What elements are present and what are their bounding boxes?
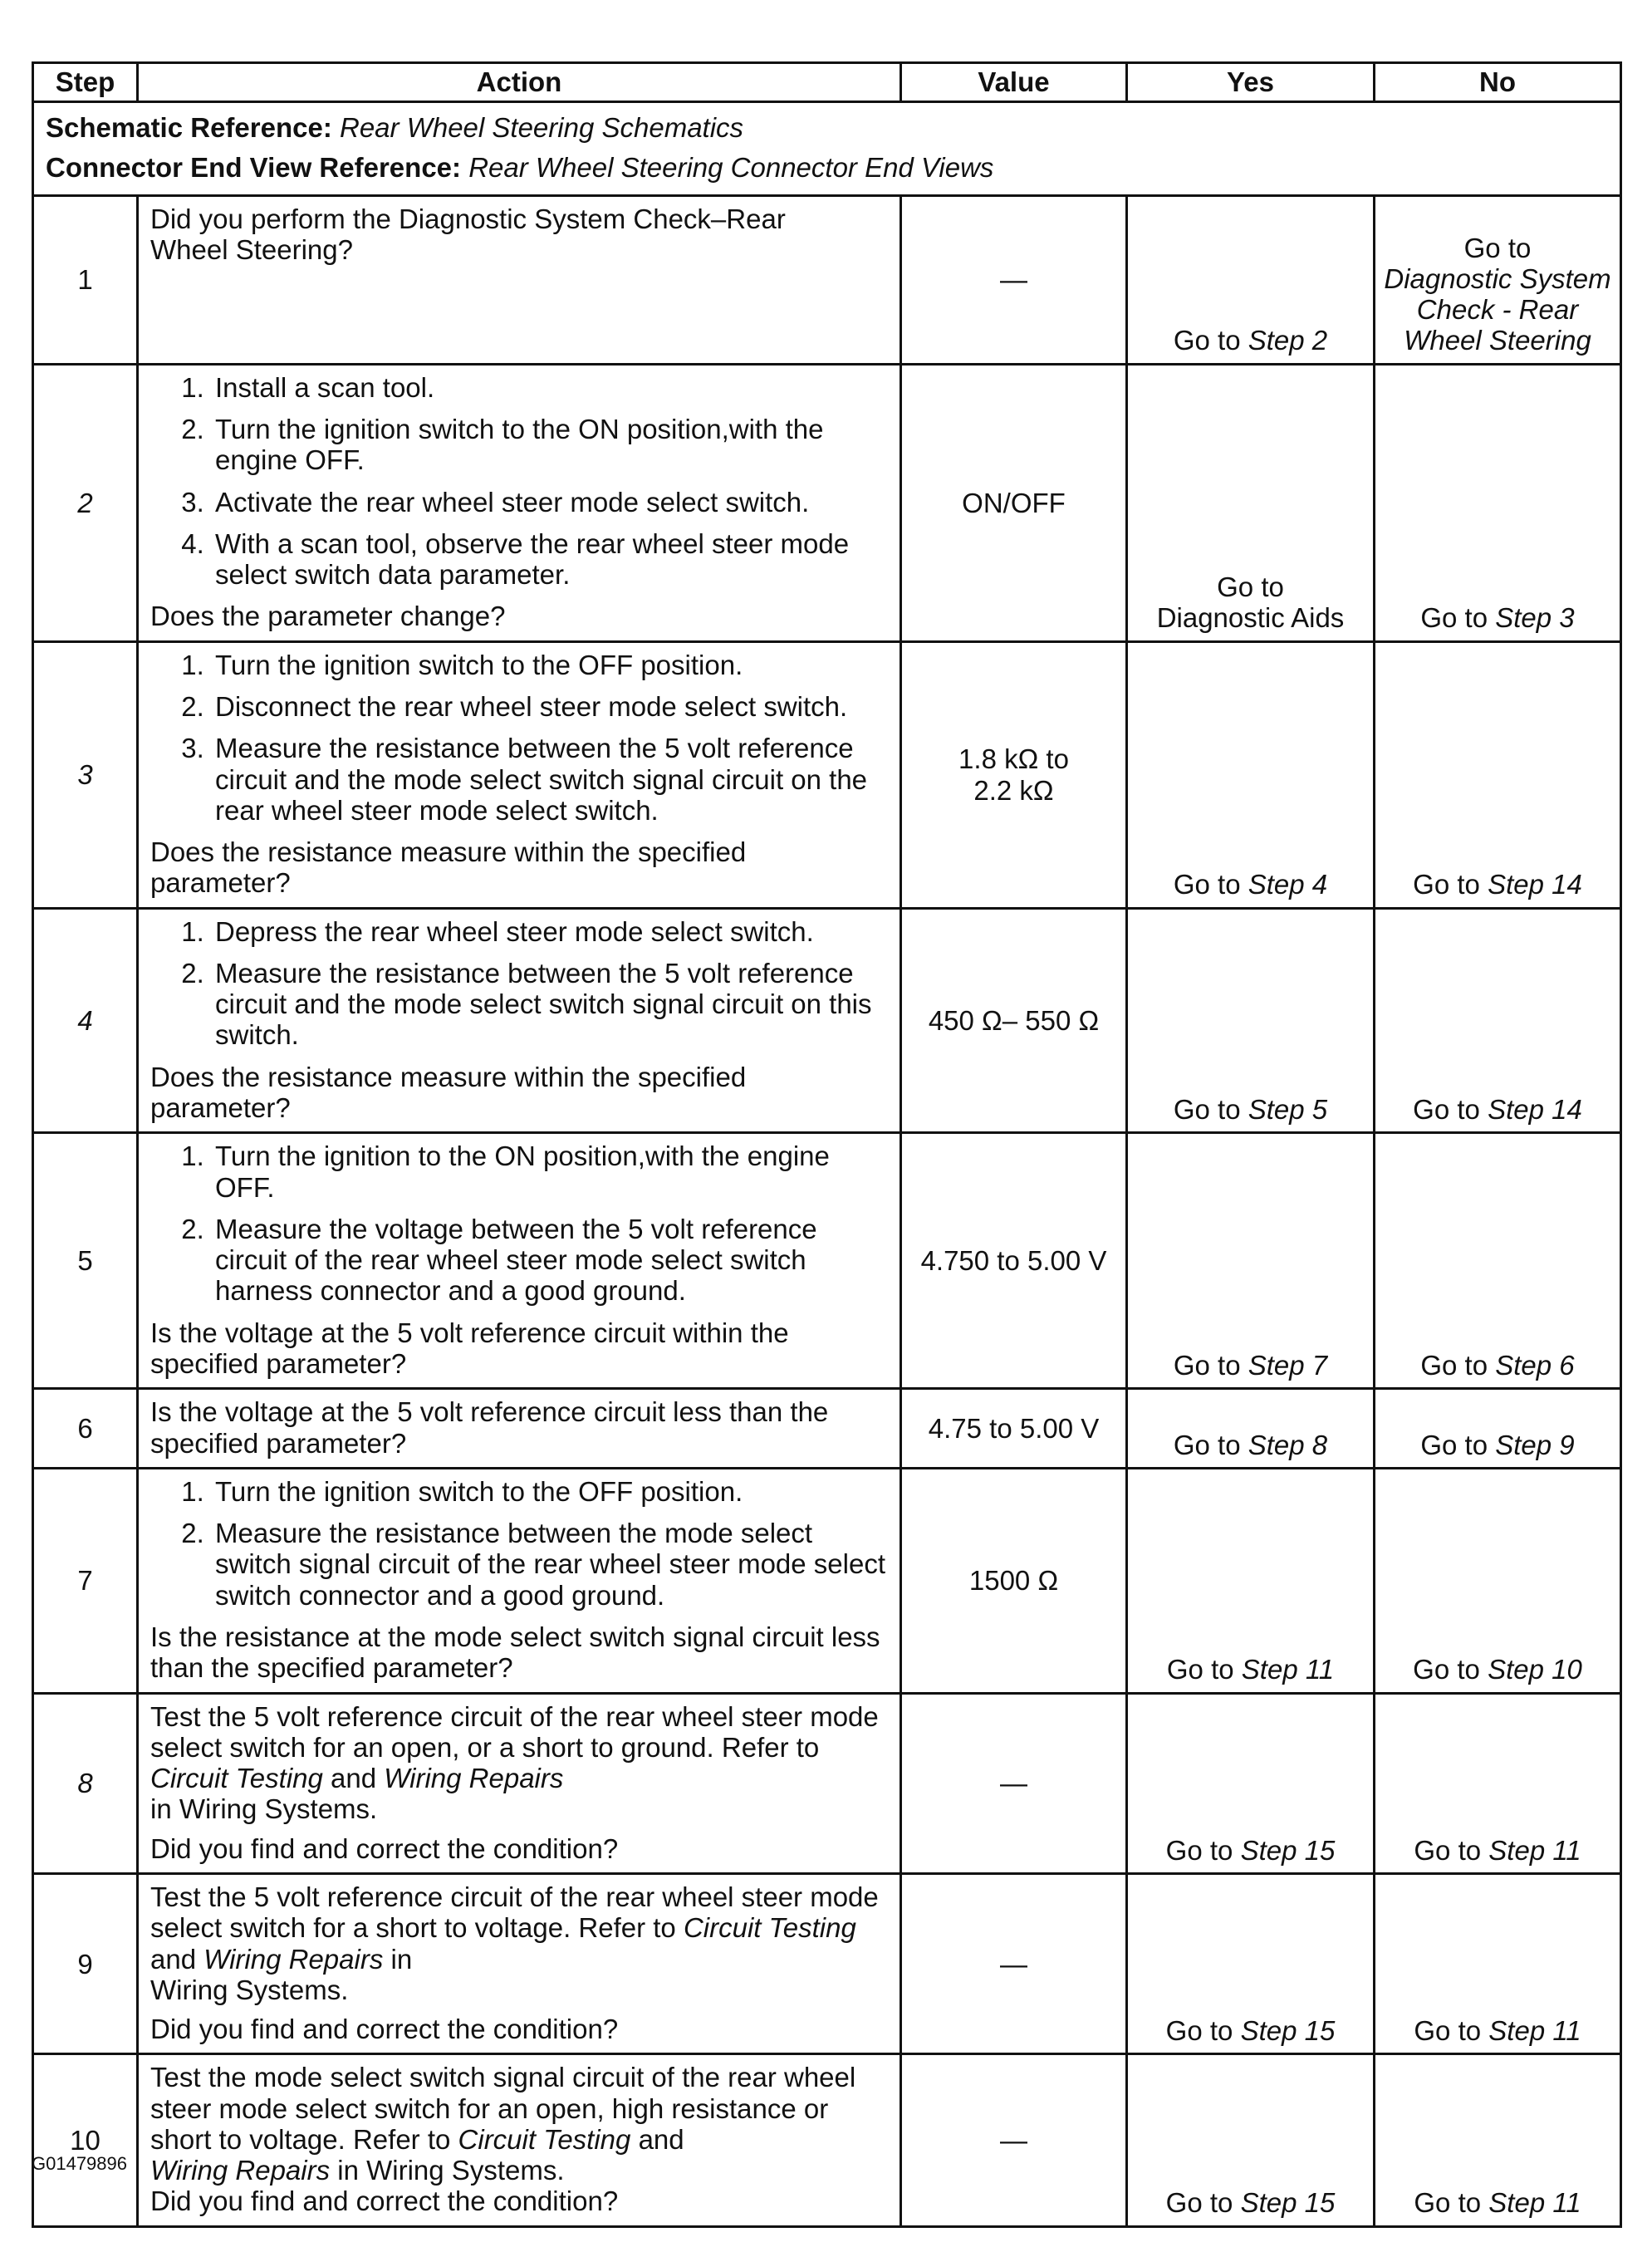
no-step-link[interactable]: Step 11 (1488, 1834, 1581, 1866)
wiring-repairs-link[interactable]: Wiring Repairs (384, 1763, 564, 1794)
yes-cell (1127, 908, 1375, 1133)
go-to-text: Go to (1173, 1350, 1241, 1381)
value-cell: 1500 Ω (901, 1468, 1127, 1693)
action-cell (138, 1468, 901, 1693)
go-to-text: Go to (1413, 1094, 1480, 1126)
go-to-text: Go to (1165, 2015, 1233, 2047)
action-steps-list (150, 650, 890, 826)
no-cell (1375, 641, 1621, 908)
list-item: 1. Depress the rear wheel steer mode select switch. (212, 916, 890, 947)
go-to-text: Go to (1173, 1429, 1241, 1460)
no-cell (1375, 1468, 1621, 1693)
action-text-lead: Test the 5 volt reference circuit of the rear wheel steer mode select switch for a short to voltage. Refer to (150, 1881, 879, 1944)
no-cell (1375, 1133, 1621, 1389)
list-item: 2. Turn the ignition switch to the ON position,with the engine OFF. (212, 414, 890, 476)
list-item: 1. Turn the ignition switch to the OFF position. (212, 650, 890, 680)
go-to-text: Go to (1413, 1654, 1480, 1685)
yes-cell (1127, 1468, 1375, 1693)
value-cell: 4.75 to 5.00 V (901, 1389, 1127, 1469)
list-item: 2. Disconnect the rear wheel steer mode select switch. (212, 691, 890, 722)
header-value: Value (901, 63, 1127, 102)
action-text (150, 1881, 890, 2005)
step-number: 4 (33, 908, 138, 1133)
yes-cell (1127, 2054, 1375, 2226)
action-question: Did you find and correct the condition? (150, 1832, 619, 1864)
action-steps-list (150, 1476, 890, 1611)
list-item: 1. Turn the ignition to the ON position,with the engine OFF. (212, 1141, 890, 1203)
and-text: and (150, 1943, 197, 1975)
table-row (33, 1468, 1621, 1693)
action-question: Does the parameter change? (150, 601, 506, 632)
header-step: Step (33, 63, 138, 102)
action-question: Is the voltage at the 5 volt reference circuit within the specified parameter? (150, 1317, 789, 1379)
action-question: Is the voltage at the 5 volt reference circuit less than the specified parameter? (150, 1396, 829, 1459)
no-step-link[interactable]: Step 9 (1495, 1429, 1575, 1460)
action-text-tail: in Wiring Systems. (150, 1793, 378, 1825)
action-text-tail: Wiring Systems. (150, 1974, 349, 2005)
circuit-testing-link[interactable]: Circuit Testing (150, 1763, 323, 1794)
yes-cell (1127, 1873, 1375, 2053)
reference-cell (33, 102, 1621, 196)
reference-row (33, 102, 1621, 196)
go-to-text: Go to (1414, 2015, 1482, 2047)
yes-step-link[interactable]: Step 4 (1248, 869, 1328, 900)
schematic-reference (46, 108, 1610, 148)
action-steps-list (150, 1141, 890, 1306)
yes-step-link[interactable]: Step 15 (1240, 1834, 1336, 1866)
yes-step-link[interactable]: Step 11 (1241, 1654, 1335, 1685)
yes-cell (1127, 1389, 1375, 1469)
action-line: Wheel Steering? (150, 233, 353, 265)
yes-cell (1127, 1133, 1375, 1389)
value-cell: — (901, 2054, 1127, 2226)
action-question: Is the resistance at the mode select switch signal circuit less than the specified parameter? (150, 1621, 880, 1684)
table-row (33, 2054, 1621, 2226)
action-cell (138, 1389, 901, 1469)
table-row (33, 364, 1621, 641)
circuit-testing-link[interactable]: Circuit Testing (458, 2123, 631, 2155)
no-step-link[interactable]: Step 14 (1488, 1094, 1582, 1126)
value-line: 2.2 kΩ (973, 774, 1054, 806)
action-cell (138, 195, 901, 364)
no-step-link[interactable]: Step 10 (1488, 1654, 1582, 1685)
action-question: Does the resistance measure within the specified parameter? (150, 836, 747, 899)
step-number: 7 (33, 1468, 138, 1693)
no-step-link[interactable]: Step 6 (1495, 1350, 1575, 1381)
go-to-text: Go to (1173, 325, 1241, 356)
no-cell (1375, 195, 1621, 364)
header-yes: Yes (1127, 63, 1375, 102)
value-line: 1.8 kΩ to (958, 743, 1069, 775)
refer-to-text: Refer to (721, 1731, 820, 1763)
no-cell (1375, 1389, 1621, 1469)
header-action: Action (138, 63, 901, 102)
in-text: in (390, 1943, 413, 1975)
action-question: Did you find and correct the condition? (150, 2014, 619, 2045)
wiring-repairs-link[interactable]: Wiring Repairs (203, 1943, 384, 1975)
value-cell: 4.750 to 5.00 V (901, 1133, 1127, 1389)
go-to-text: Go to (1173, 1094, 1241, 1126)
header-no: No (1375, 63, 1621, 102)
list-item: 4. With a scan tool, observe the rear wheel steer mode select switch data parameter. (212, 528, 890, 591)
table-row (33, 195, 1621, 364)
connector-reference-label: Connector End View Reference: (46, 151, 462, 183)
value-cell: — (901, 195, 1127, 364)
yes-diagnostic-aids-link[interactable]: Diagnostic Aids (1156, 602, 1345, 634)
action-cell (138, 2054, 901, 2226)
action-cell (138, 1873, 901, 2053)
wiring-repairs-link[interactable]: Wiring Repairs (150, 2155, 331, 2186)
action-question: Does the resistance measure within the specified parameter? (150, 1061, 747, 1124)
action-steps-list (150, 916, 890, 1051)
action-cell (138, 641, 901, 908)
step-number: 3 (33, 641, 138, 908)
table-row (33, 641, 1621, 908)
yes-cell (1127, 195, 1375, 364)
yes-step-link[interactable]: Step 2 (1248, 325, 1328, 356)
list-item: 1. Install a scan tool. (212, 372, 890, 403)
go-to-text: Go to (1420, 1429, 1488, 1460)
no-step-link[interactable]: Step 11 (1488, 2187, 1581, 2219)
no-step-link[interactable]: Step 3 (1495, 602, 1575, 634)
step-number: 5 (33, 1133, 138, 1389)
step-number: 6 (33, 1389, 138, 1469)
yes-step-link[interactable]: Step 8 (1248, 1429, 1328, 1460)
yes-cell (1127, 364, 1375, 641)
step-number: 8 (33, 1693, 138, 1873)
yes-step-link[interactable]: Step 5 (1248, 1094, 1328, 1126)
list-item: 1. Turn the ignition switch to the OFF position. (212, 1476, 890, 1507)
table-row (33, 908, 1621, 1133)
list-item: 2. Measure the resistance between the 5 volt reference circuit and the mode select switch signal circuit on this switch. (212, 958, 890, 1051)
action-text-tail: in Wiring Systems. (337, 2155, 565, 2186)
step-number: 9 (33, 1873, 138, 2053)
step-number: 1 (33, 195, 138, 364)
go-to-text: Go to (1165, 1834, 1233, 1866)
table-row (33, 1873, 1621, 2053)
action-text (150, 1701, 890, 1825)
list-item: 3. Measure the resistance between the 5 volt reference circuit and the mode select switch signal circuit on the rear wheel steer mode select switch. (212, 733, 890, 826)
value-cell: 450 Ω– 550 Ω (901, 908, 1127, 1133)
figure-code: G01479896 (32, 2153, 127, 2174)
no-step-link[interactable]: Step 14 (1488, 869, 1582, 900)
yes-cell (1127, 641, 1375, 908)
diagnostic-table (32, 61, 1622, 2228)
step-number: 10 (33, 2054, 138, 2226)
and-text: and (638, 2123, 684, 2155)
action-text-lead: Test the 5 volt reference circuit of the rear wheel steer mode select switch for an open, or a short to ground. (150, 1700, 879, 1763)
go-to-text: Go to (1173, 869, 1241, 900)
circuit-testing-link[interactable]: Circuit Testing (683, 1912, 856, 1944)
go-to-text: Go to (1165, 2187, 1233, 2219)
no-cell (1375, 2054, 1621, 2226)
table-row (33, 1133, 1621, 1389)
go-to-text: Go to (1463, 232, 1532, 263)
action-text-lead: Test the mode select switch signal circuit of the rear wheel steer mode select switch for an open, high resistance or short to voltage. Refer to (150, 2062, 856, 2155)
table-row (33, 1693, 1621, 1873)
step-number: 2 (33, 364, 138, 641)
no-cell (1375, 364, 1621, 641)
yes-step-link[interactable]: Step 15 (1240, 2015, 1336, 2047)
no-step-link[interactable]: Step 11 (1488, 2015, 1581, 2047)
schematic-reference-link[interactable]: Rear Wheel Steering Schematics (340, 112, 744, 143)
header-row (33, 63, 1621, 102)
table-row (33, 1389, 1621, 1469)
yes-step-link[interactable]: Step 7 (1248, 1350, 1328, 1381)
list-item: 2. Measure the resistance between the mode select switch signal circuit of the rear wheel steer mode select switch connector and a good ground. (212, 1518, 890, 1611)
action-cell (138, 1693, 901, 1873)
and-text: and (331, 1763, 377, 1794)
go-to-text: Go to (1414, 1834, 1482, 1866)
yes-cell (1127, 1693, 1375, 1873)
value-cell: — (901, 1873, 1127, 2053)
value-cell (901, 641, 1127, 908)
yes-step-link[interactable]: Step 15 (1240, 2187, 1336, 2219)
no-diagnostic-link[interactable]: Diagnostic System Check - Rear Wheel Steering (1384, 262, 1611, 356)
go-to-text: Go to (1414, 2187, 1482, 2219)
go-to-text: Go to (1420, 1350, 1488, 1381)
no-cell (1375, 908, 1621, 1133)
go-to-text: Go to (1217, 572, 1284, 603)
no-cell (1375, 1873, 1621, 2053)
value-cell: ON/OFF (901, 364, 1127, 641)
action-steps-list (150, 372, 890, 591)
action-cell (138, 364, 901, 641)
connector-reference (46, 148, 1610, 188)
action-cell (138, 1133, 901, 1389)
action-question: Did you find and correct the condition? (150, 2186, 619, 2217)
no-cell (1375, 1693, 1621, 1873)
connector-reference-link[interactable]: Rear Wheel Steering Connector End Views (468, 151, 994, 183)
action-cell (138, 908, 901, 1133)
schematic-reference-label: Schematic Reference: (46, 112, 332, 143)
list-item: 2. Measure the voltage between the 5 volt reference circuit of the rear wheel steer mode select switch harness connector and a good ground. (212, 1214, 890, 1307)
value-cell: — (901, 1693, 1127, 1873)
list-item: 3. Activate the rear wheel steer mode select switch. (212, 487, 890, 518)
go-to-text: Go to (1420, 602, 1488, 634)
action-text (150, 2062, 890, 2186)
action-line: Did you perform the Diagnostic System Check–Rear (150, 203, 786, 234)
go-to-text: Go to (1413, 869, 1480, 900)
go-to-text: Go to (1166, 1654, 1234, 1685)
